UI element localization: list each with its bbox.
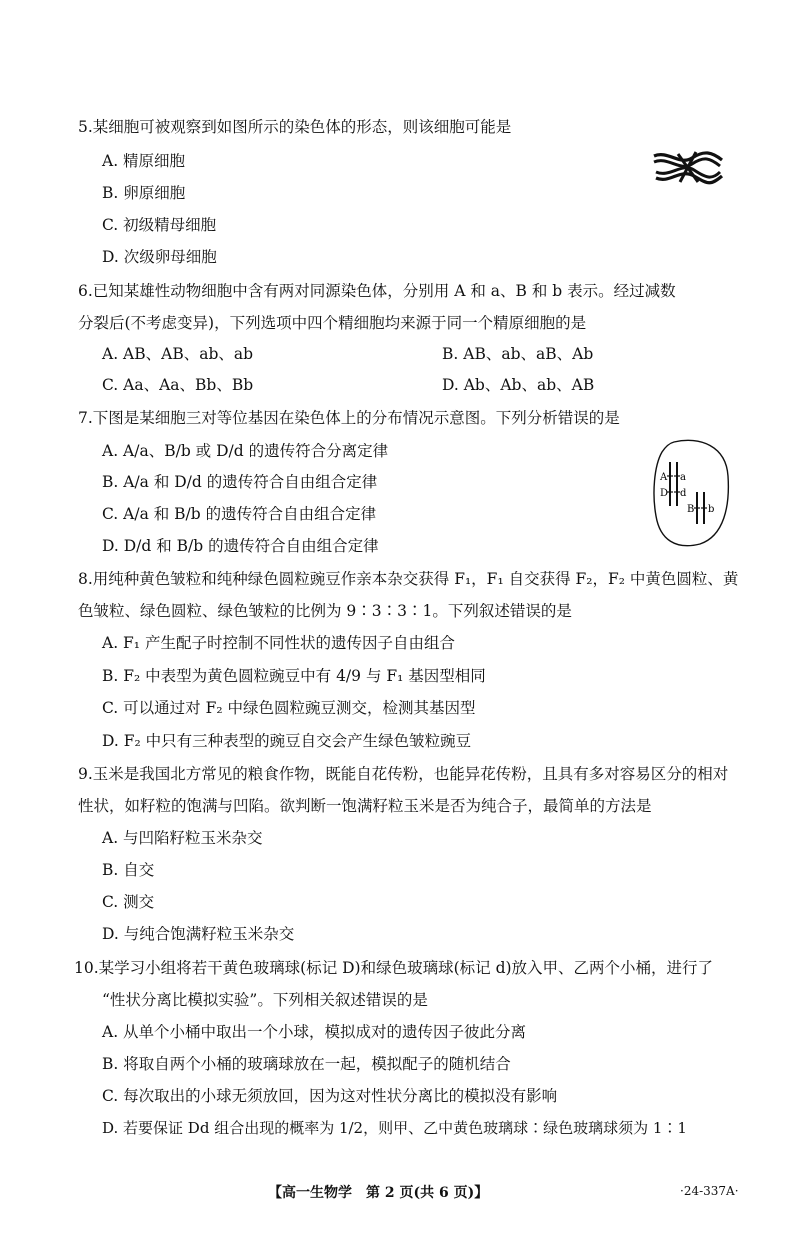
question-7-option-c: C. A/a 和 B/b 的遗传符合自由组合定律 [102, 505, 377, 523]
question-7-option-d: D. D/d 和 B/b 的遗传符合自由组合定律 [102, 537, 379, 555]
gene-label-a: a [680, 472, 686, 483]
question-9-option-b: B. 自交 [102, 861, 155, 879]
question-6-option-a: A. AB、AB、ab、ab [102, 345, 254, 363]
question-8-option-a: A. F₁ 产生配子时控制不同性状的遗传因子自由组合 [102, 634, 455, 652]
question-7-option-b: B. A/a 和 D/d 的遗传符合自由组合定律 [102, 473, 378, 491]
question-5-option-a: A. 精原细胞 [102, 152, 186, 170]
question-6-option-d: D. Ab、Ab、ab、AB [442, 376, 595, 394]
question-9-option-c: C. 测交 [102, 893, 155, 911]
question-5-option-b: B. 卵原细胞 [102, 184, 186, 202]
question-7-option-a: A. A/a、B/b 或 D/d 的遗传符合分离定律 [102, 442, 389, 460]
question-10-stem-line-2: “性状分离比模拟实验”。下列相关叙述错误的是 [102, 991, 428, 1009]
question-8-option-d: D. F₂ 中只有三种表型的豌豆自交会产生绿色皱粒豌豆 [102, 732, 472, 750]
question-10-option-d: D. 若要保证 Dd 组合出现的概率为 1/2，则甲、乙中黄色玻璃球∶绿色玻璃球须为 1∶1 [102, 1119, 687, 1137]
gene-label-D: D [660, 488, 669, 499]
question-9-option-a: A. 与凹陷籽粒玉米杂交 [102, 829, 263, 847]
cell-gene-diagram [650, 436, 732, 550]
question-5-option-d: D. 次级卵母细胞 [102, 248, 217, 266]
gene-label-b: b [708, 504, 715, 515]
question-6-option-c: C. Aa、Aa、Bb、Bb [102, 376, 254, 394]
footer-exam-code: ·24-337A· [680, 1184, 739, 1198]
chromosome-tetrad-figure [650, 148, 726, 190]
question-10-option-c: C. 每次取出的小球无须放回，因为这对性状分离比的模拟没有影响 [102, 1087, 558, 1105]
question-10-option-b: B. 将取自两个小桶的玻璃球放在一起，模拟配子的随机结合 [102, 1055, 511, 1073]
question-9-stem-line-1: 9.玉米是我国北方常见的粮食作物，既能自花传粉，也能异花传粉，且具有多对容易区分的相对 [78, 765, 729, 783]
question-6-stem-line-2: 分裂后(不考虑变异)，下列选项中四个精细胞均来源于同一个精原细胞的是 [78, 314, 587, 332]
question-5-stem: 5.某细胞可被观察到如图所示的染色体的形态，则该细胞可能是 [78, 118, 512, 136]
question-8-option-c: C. 可以通过对 F₂ 中绿色圆粒豌豆测交，检测其基因型 [102, 699, 476, 717]
question-9-option-d: D. 与纯合饱满籽粒玉米杂交 [102, 925, 295, 943]
question-8-stem-line-1: 8.用纯种黄色皱粒和纯种绿色圆粒豌豆作亲本杂交获得 F₁，F₁ 自交获得 F₂，F₂ 中黄色圆粒、黄 [78, 570, 739, 588]
question-10-option-a: A. 从单个小桶中取出一个小球，模拟成对的遗传因子彼此分离 [102, 1023, 527, 1041]
question-8-stem-line-2: 色皱粒、绿色圆粒、绿色皱粒的比例为 9∶3∶3∶1。下列叙述错误的是 [78, 602, 572, 620]
gene-label-A: A [660, 472, 668, 483]
gene-label-d: d [680, 488, 687, 499]
question-9-stem-line-2: 性状，如籽粒的饱满与凹陷。欲判断一饱满籽粒玉米是否为纯合子，最简单的方法是 [78, 797, 652, 815]
gene-label-B: B [687, 504, 695, 515]
question-8-option-b: B. F₂ 中表型为黄色圆粒豌豆中有 4/9 与 F₁ 基因型相同 [102, 667, 486, 685]
question-10-stem-line-1: 10.某学习小组将若干黄色玻璃球(标记 D)和绿色玻璃球(标记 d)放入甲、乙两个小桶，进行了 [74, 959, 714, 977]
question-5-option-c: C. 初级精母细胞 [102, 216, 217, 234]
footer-page-label: 【高一生物学 第 2 页(共 6 页)】 [268, 1185, 489, 1201]
question-6-option-b: B. AB、ab、aB、Ab [442, 345, 594, 363]
question-6-stem-line-1: 6.已知某雄性动物细胞中含有两对同源染色体，分别用 A 和 a、B 和 b 表示。经过减数 [78, 282, 676, 300]
question-7-stem: 7.下图是某细胞三对等位基因在染色体上的分布情况示意图。下列分析错误的是 [78, 409, 620, 427]
